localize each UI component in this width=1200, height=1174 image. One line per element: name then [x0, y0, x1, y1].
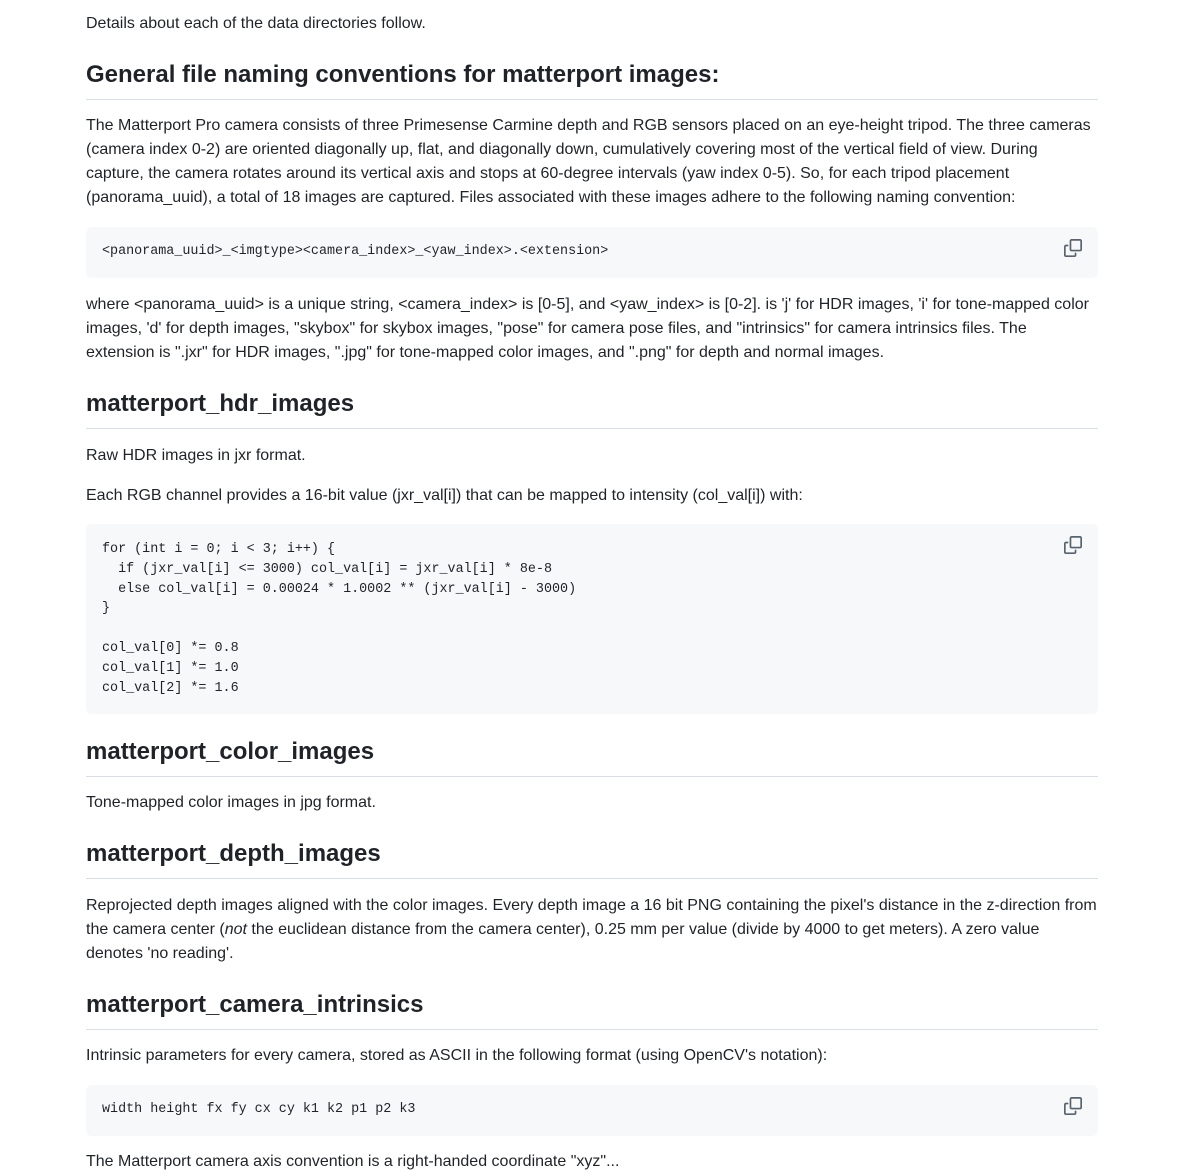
- heading-color-images: matterport_color_images: [86, 737, 1098, 777]
- heading-depth-images: matterport_depth_images: [86, 839, 1098, 879]
- hdr-code-block: [86, 524, 1098, 714]
- intro-text: Details about each of the data directories follow.: [86, 15, 426, 32]
- intrinsics-code-block: [86, 1085, 1098, 1136]
- depth-text-after: the euclidean distance from the camera center), 0.25 mm per value (divide by 4000 to get meters). A zero value denotes 'no reading'.: [86, 921, 1040, 962]
- naming-code: <panorama_uuid>_<imgtype><camera_index>_<yaw_index>.<extension>: [102, 244, 609, 259]
- intrinsics-description: Intrinsic parameters for every camera, stored as ASCII in the following format (using OpenCV's notation):: [86, 1047, 828, 1064]
- depth-description: [86, 894, 1098, 966]
- hdr-description: Raw HDR images in jxr format.: [86, 447, 306, 464]
- copy-icon: [1064, 536, 1082, 554]
- depth-text-before: Reprojected depth images aligned with the color images. Every depth image a 16 bit PNG containing the pixel's distance in the z-direction from the camera center (: [86, 897, 1097, 938]
- copy-button[interactable]: [1064, 239, 1084, 259]
- intrinsics-code: width height fx fy cx cy k1 k2 p1 p2 k3: [102, 1102, 416, 1117]
- heading-hdr-images: matterport_hdr_images: [86, 389, 1098, 429]
- copy-icon: [1064, 1097, 1082, 1115]
- naming-paragraph: The Matterport Pro camera consists of three Primesense Carmine depth and RGB sensors placed on an eye-height tripod. The three cameras (camera index 0-2) are oriented diagonally up, flat, and diagonally down, cumulatively covering most of the vertical field of view. During capture, the camera rotates around its vertical axis and stops at 60-degree intervals (yaw index 0-5). So, for each tripod placement (panorama_uuid), a total of 18 images are captured. Files associated with these images adhere to the following naming convention:: [86, 117, 1091, 206]
- naming-explanation: where <panorama_uuid> is a unique string, <camera_index> is [0-5], and <yaw_index> is [0-2]. is 'j' for HDR images, 'i' for tone-mapped color images, 'd' for depth images, "skybox" for skybox images, "pose" for camera pose files, and "intrinsics" for camera intrinsics files. The extension is ".jxr" for HDR images, ".jpg" for tone-mapped color images, and ".png" for depth and normal images.: [86, 296, 1089, 361]
- naming-code-block: [86, 227, 1098, 278]
- heading-camera-intrinsics: matterport_camera_intrinsics: [86, 990, 1098, 1030]
- color-description: Tone-mapped color images in jpg format.: [86, 794, 376, 811]
- depth-text-emphasis: not: [224, 921, 247, 938]
- hdr-channel-description: Each RGB channel provides a 16-bit value (jxr_val[i]) that can be mapped to intensity (col_val[i]) with:: [86, 487, 803, 504]
- heading-naming-conventions: General file naming conventions for matterport images:: [86, 60, 1098, 100]
- hdr-code: for (int i = 0; i < 3; i++) { if (jxr_val[i] <= 3000) col_val[i] = jxr_val[i] * 8e-8 else col_val[i] = 0.00024 * 1.0002 ** (jxr_val[i] - 3000) } col_val[0] *= 0.8 col_val[1] *= 1.0 col_val[2] *= 1.6: [102, 542, 577, 696]
- intrinsics-cut-paragraph: The Matterport camera axis convention is a right-handed coordinate "xyz"...: [86, 1153, 620, 1170]
- copy-icon: [1064, 239, 1082, 257]
- copy-button[interactable]: [1064, 536, 1084, 556]
- copy-button[interactable]: [1064, 1097, 1084, 1117]
